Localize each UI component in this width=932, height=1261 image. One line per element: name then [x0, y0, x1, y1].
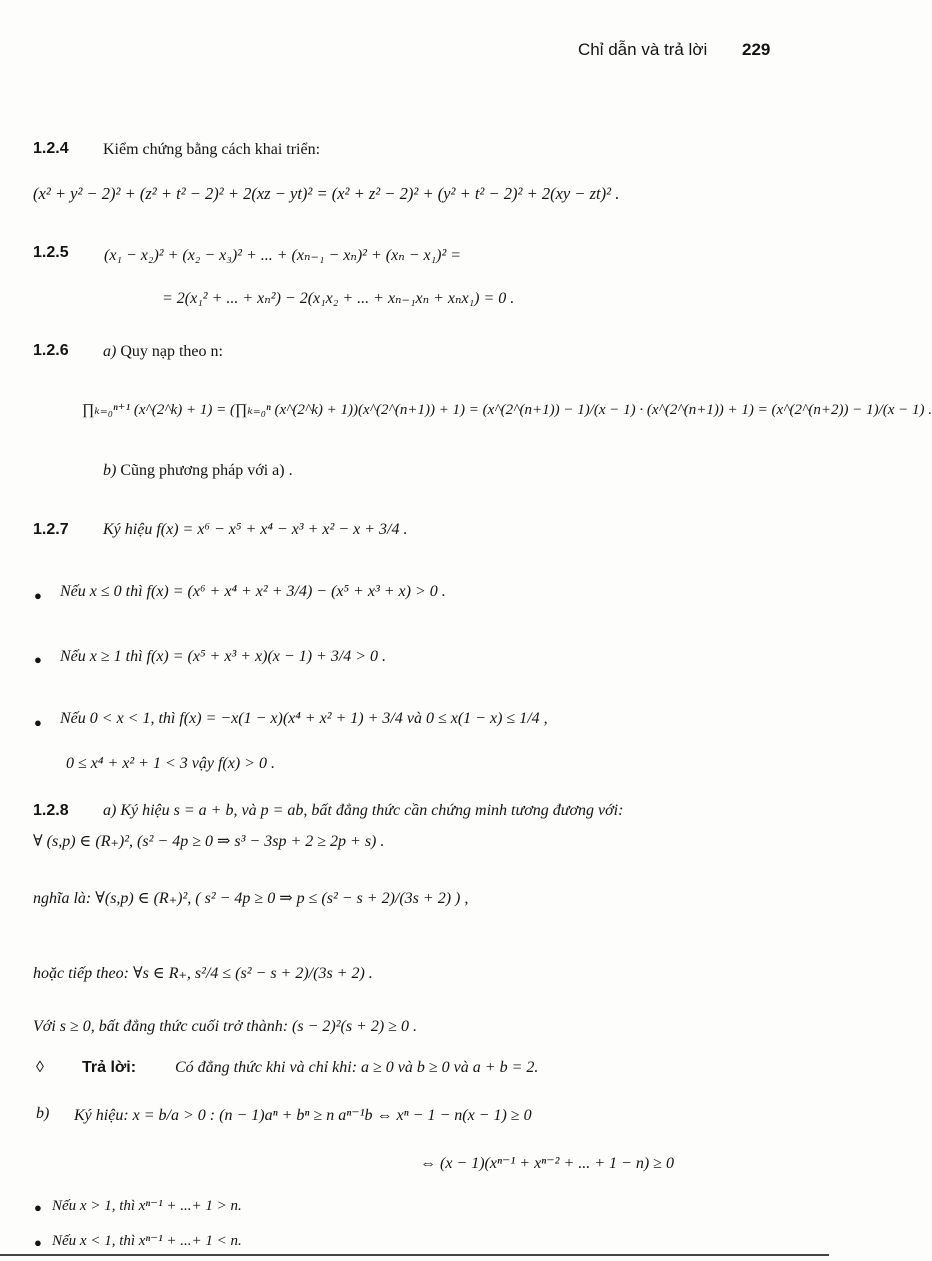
answer-text: Có đẳng thức khi và chỉ khi: a ≥ 0 và b ≥ 0 và a + b = 2. [175, 1059, 539, 1076]
equation: hoặc tiếp theo: ∀s ∈ R₊, s²/4 ≤ (s² − s + 2)/(3s + 2) . [33, 965, 373, 982]
part-label: a) Quy nạp theo n: [103, 343, 223, 360]
running-title: Chỉ dẫn và trả lời [578, 40, 708, 59]
case-line: Nếu x > 1, thì xⁿ⁻¹ + ...+ 1 > n. [52, 1198, 242, 1214]
answer-label: Trả lời: [82, 1059, 137, 1076]
answer-diamond-icon: ◊ [36, 1059, 44, 1076]
section-number: 1.2.6 [33, 342, 69, 359]
product-equation: ∏ₖ₌₀ⁿ⁺¹ (x^(2^k) + 1) = (∏ₖ₌₀ⁿ (x^(2^k) + 1))(x^(2^(n+1)) + 1) = (x^(2^(n+1)) − 1)/(x − 1) · (x^(2^(n+1)) + 1) = (x^(2^(n+2)) − 1)/(x − 1) . [82, 402, 932, 418]
bullet-icon: ● [34, 652, 42, 667]
bullet-icon: ● [34, 1200, 42, 1215]
equation: Ký hiệu: x = b/a > 0 : (n − 1)aⁿ + bⁿ ≥ n aⁿ⁻¹b ⇔ xⁿ − 1 − n(x − 1) ≥ 0 [74, 1107, 532, 1124]
equation: ∀ (s,p) ∈ (R₊)², (s² − 4p ≥ 0 ⇒ s³ − 3sp + 2 ≥ 2p + s) . [33, 833, 385, 850]
section-number: 1.2.5 [33, 244, 69, 261]
equation: ⇔ (x − 1)(xⁿ⁻¹ + xⁿ⁻² + ... + 1 − n) ≥ 0 [420, 1155, 674, 1172]
equation: (x² + y² − 2)² + (z² + t² − 2)² + 2(xz − yt)² = (x² + z² − 2)² + (y² + t² − 2)² + 2(xy − zt)² . [33, 184, 620, 203]
case-line: Nếu x < 1, thì xⁿ⁻¹ + ...+ 1 < n. [52, 1233, 242, 1249]
bullet-icon: ● [34, 588, 42, 603]
text-line: a) Ký hiệu s = a + b, và p = ab, bất đẳng thức cần chứng minh tương đương với: [103, 802, 624, 819]
part-label: b) Cũng phương pháp với a) . [103, 462, 293, 479]
equation: = 2(x₁² + ... + xₙ²) − 2(x₁x₂ + ... + xₙ₋₁xₙ + xₙx₁) = 0 . [162, 290, 515, 307]
section-number: 1.2.4 [33, 140, 69, 157]
case-line: Nếu x ≥ 1 thì f(x) = (x⁵ + x³ + x)(x − 1) + 3/4 > 0 . [60, 648, 387, 665]
page-number: 229 [742, 40, 771, 59]
case-line: Nếu 0 < x < 1, thì f(x) = −x(1 − x)(x⁴ + x² + 1) + 3/4 và 0 ≤ x(1 − x) ≤ 1/4 , [60, 710, 548, 727]
page-bottom-edge [0, 1254, 829, 1256]
case-line: 0 ≤ x⁴ + x² + 1 < 3 vậy f(x) > 0 . [66, 755, 275, 772]
equation: nghĩa là: ∀(s,p) ∈ (R₊)², ( s² − 4p ≥ 0 ⇒ p ≤ (s² − s + 2)/(3s + 2) ) , [33, 890, 469, 907]
bullet-icon: ● [34, 1235, 42, 1250]
section-number: 1.2.7 [33, 521, 69, 538]
section-number: 1.2.8 [33, 802, 69, 819]
bullet-icon: ● [34, 715, 42, 730]
part-label: b) [36, 1105, 50, 1122]
equation: Ký hiệu f(x) = x⁶ − x⁵ + x⁴ − x³ + x² − x + 3/4 . [103, 521, 408, 538]
section-intro: Kiểm chứng bằng cách khai triển: [103, 141, 321, 158]
case-line: Nếu x ≤ 0 thì f(x) = (x⁶ + x⁴ + x² + 3/4) − (x⁵ + x³ + x) > 0 . [60, 583, 446, 600]
equation: Với s ≥ 0, bất đẳng thức cuối trở thành: (s − 2)²(s + 2) ≥ 0 . [33, 1018, 417, 1035]
equation: (x₁ − x₂)² + (x₂ − x₃)² + ... + (xₙ₋₁ − xₙ)² + (xₙ − x₁)² = [104, 247, 462, 264]
